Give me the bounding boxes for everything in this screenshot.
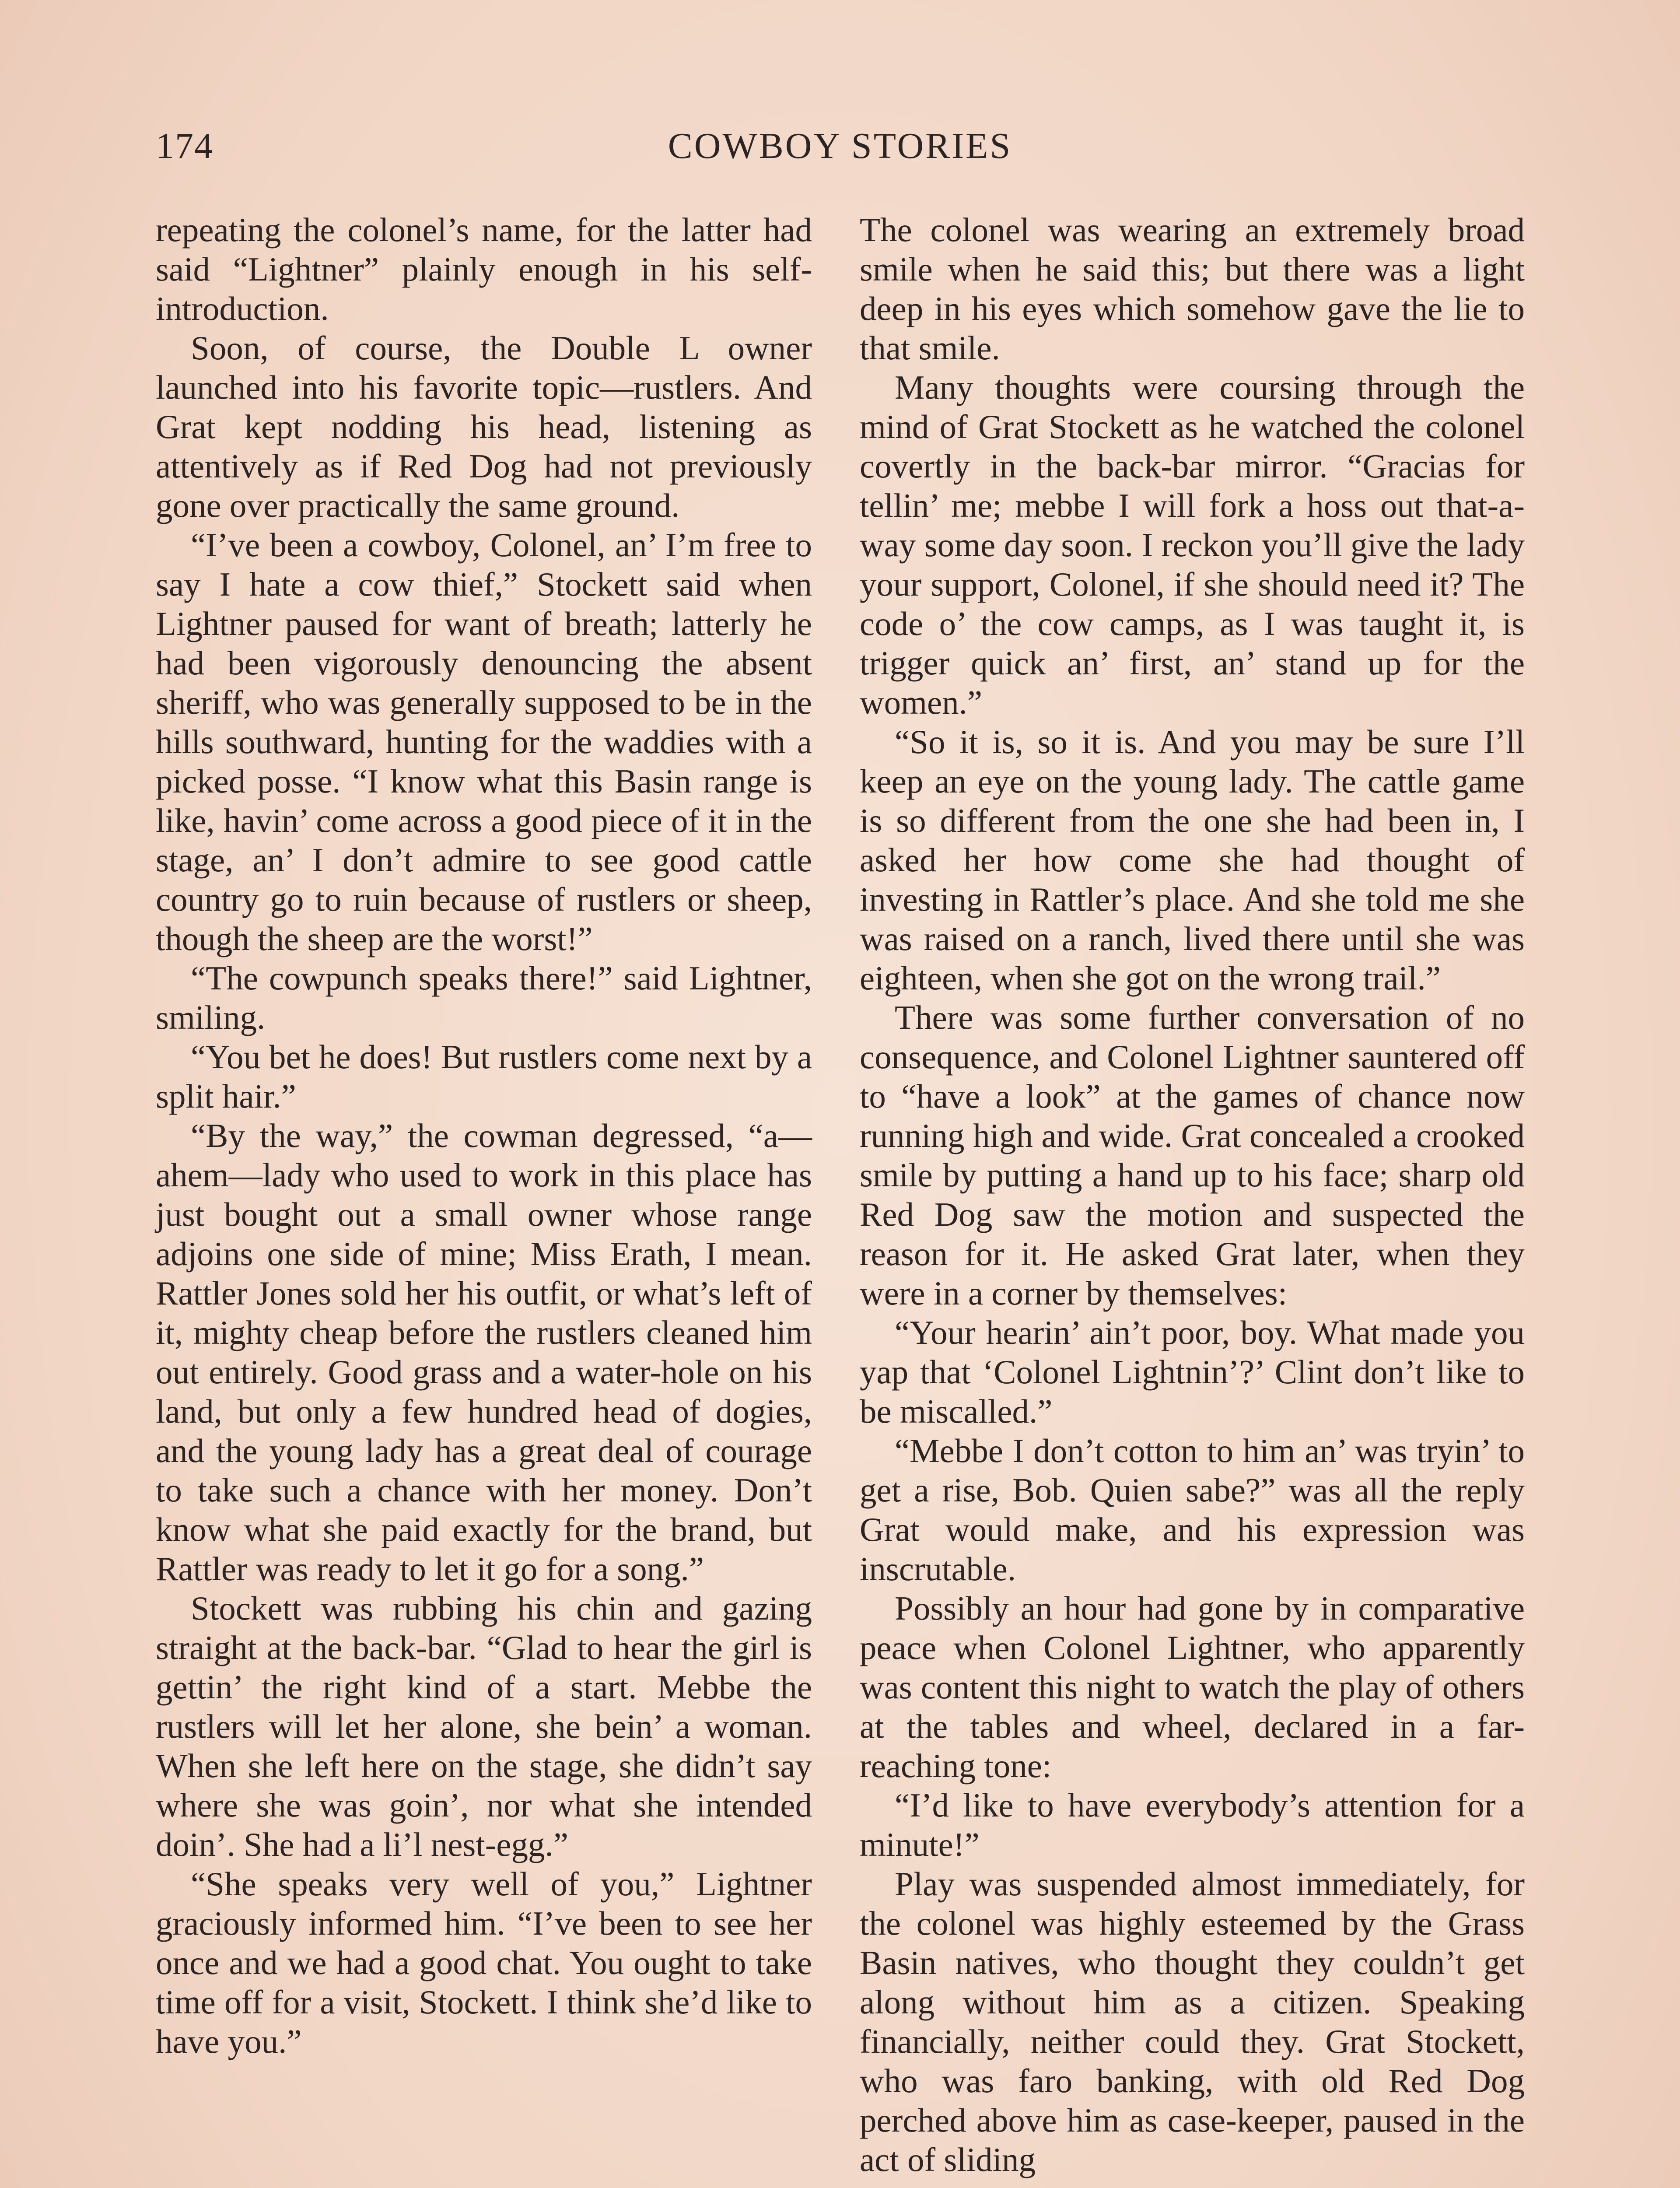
paragraph: “I’d like to have everybody’s attention for a minute!” [860,1786,1525,1863]
paragraph: “I’ve been a cowboy, Colonel, an’ I’m free to say I hate a cow thief,” Stockett said when Lightner paused for want of breath; latterly he had been vigorously denouncing the absent sheriff, who was generally supposed to be in the hills southward, hunting for the waddies with a picked posse. “I know what this Basin range is like, havin’ come across a good piece of it in the stage, an’ I don’t admire to see good cattle country go to ruin because of rustlers or sheep, though the sheep are the worst!” [156,526,812,957]
left-column [156,210,812,2061]
paragraph: Possibly an hour had gone by in comparative peace when Colonel Lightner, who apparently was content this night to watch the play of others at the tables and wheel, declared in a far-reaching tone: [860,1589,1525,1785]
paragraph: Stockett was rubbing his chin and gazing straight at the back-bar. “Glad to hear the girl is gettin’ the right kind of a start. Mebbe the rustlers will let her alone, she bein’ a woman. When she left here on the stage, she didn’t say where she was goin’, nor what she intended doin’. She had a li’l nest-egg.” [156,1589,812,1863]
paragraph: “So it is, so it is. And you may be sure I’ll keep an eye on the young lady. The cattle game is so different from the one she had been in, I asked her how come she had thought of investing in Rattler’s place. And she told me she was raised on a ranch, lived there until she was eighteen, when she got on the wrong trail.” [860,723,1525,997]
paragraph: repeating the colonel’s name, for the latter had said “Lightner” plainly enough in his self-introduction. [156,211,812,327]
paragraph: “The cowpunch speaks there!” said Lightner, smiling. [156,959,812,1036]
paragraph: “Mebbe I don’t cotton to him an’ was tryin’ to get a rise, Bob. Quien sabe?” was all the reply Grat would make, and his expression was inscrutable. [860,1432,1525,1588]
paragraph: Play was suspended almost immediately, for the colonel was highly esteemed by the Grass Basin natives, who thought they couldn’t get along without him as a citizen. Speaking financially, neither could they. Grat Stockett, who was faro banking, with old Red Dog perched above him as case-keeper, paused in the act of sliding [860,1865,1525,2178]
paragraph: The colonel was wearing an extremely broad smile when he said this; but there was a light deep in his eyes which somehow gave the lie to that smile. [860,211,1525,367]
paragraph: Many thoughts were coursing through the mind of Grat Stockett as he watched the colonel covertly in the back-bar mirror. “Gracias for tellin’ me; mebbe I will fork a hoss out that-a-way some day soon. I reckon you’ll give the lady your support, Colonel, if she should need it? The code o’ the cow camps, as I was taught it, is trigger quick an’ first, an’ stand up for the women.” [860,368,1525,721]
right-column [860,210,1525,2179]
running-head: COWBOY STORIES [668,126,1012,166]
paragraph: “She speaks very well of you,” Lightner graciously informed him. “I’ve been to see her once and we had a good chat. You ought to take time off for a visit, Stockett. I think she’d like to have you.” [156,1865,812,2060]
paragraph: There was some further conversation of no consequence, and Colonel Lightner sauntered off to “have a look” at the games of chance now running high and wide. Grat concealed a crooked smile by putting a hand up to his face; sharp old Red Dog saw the motion and suspected the reason for it. He asked Grat later, when they were in a corner by themselves: [860,999,1525,1312]
paragraph: Soon, of course, the Double L owner launched into his favorite topic—rustlers. And Grat kept nodding his head, listening as attentively as if Red Dog had not previously gone over practically the same ground. [156,329,812,524]
page-header [156,125,1524,173]
page-number: 174 [156,126,214,166]
paragraph: “Your hearin’ ain’t poor, boy. What made you yap that ‘Colonel Lightnin’?’ Clint don’t like to be miscalled.” [860,1314,1525,1430]
paragraph: “You bet he does! But rustlers come next by a split hair.” [156,1038,812,1115]
paragraph: “By the way,” the cowman degressed, “a—ahem—lady who used to work in this place has just bought out a small owner whose range adjoins one side of mine; Miss Erath, I mean. Rattler Jones sold her his outfit, or what’s left of it, mighty cheap before the rustlers cleaned him out entirely. Good grass and a water-hole on his land, but only a few hundred head of dogies, and the young lady has a great deal of courage to take such a chance with her money. Don’t know what she paid exactly for the brand, but Rattler was ready to let it go for a song.” [156,1117,812,1588]
